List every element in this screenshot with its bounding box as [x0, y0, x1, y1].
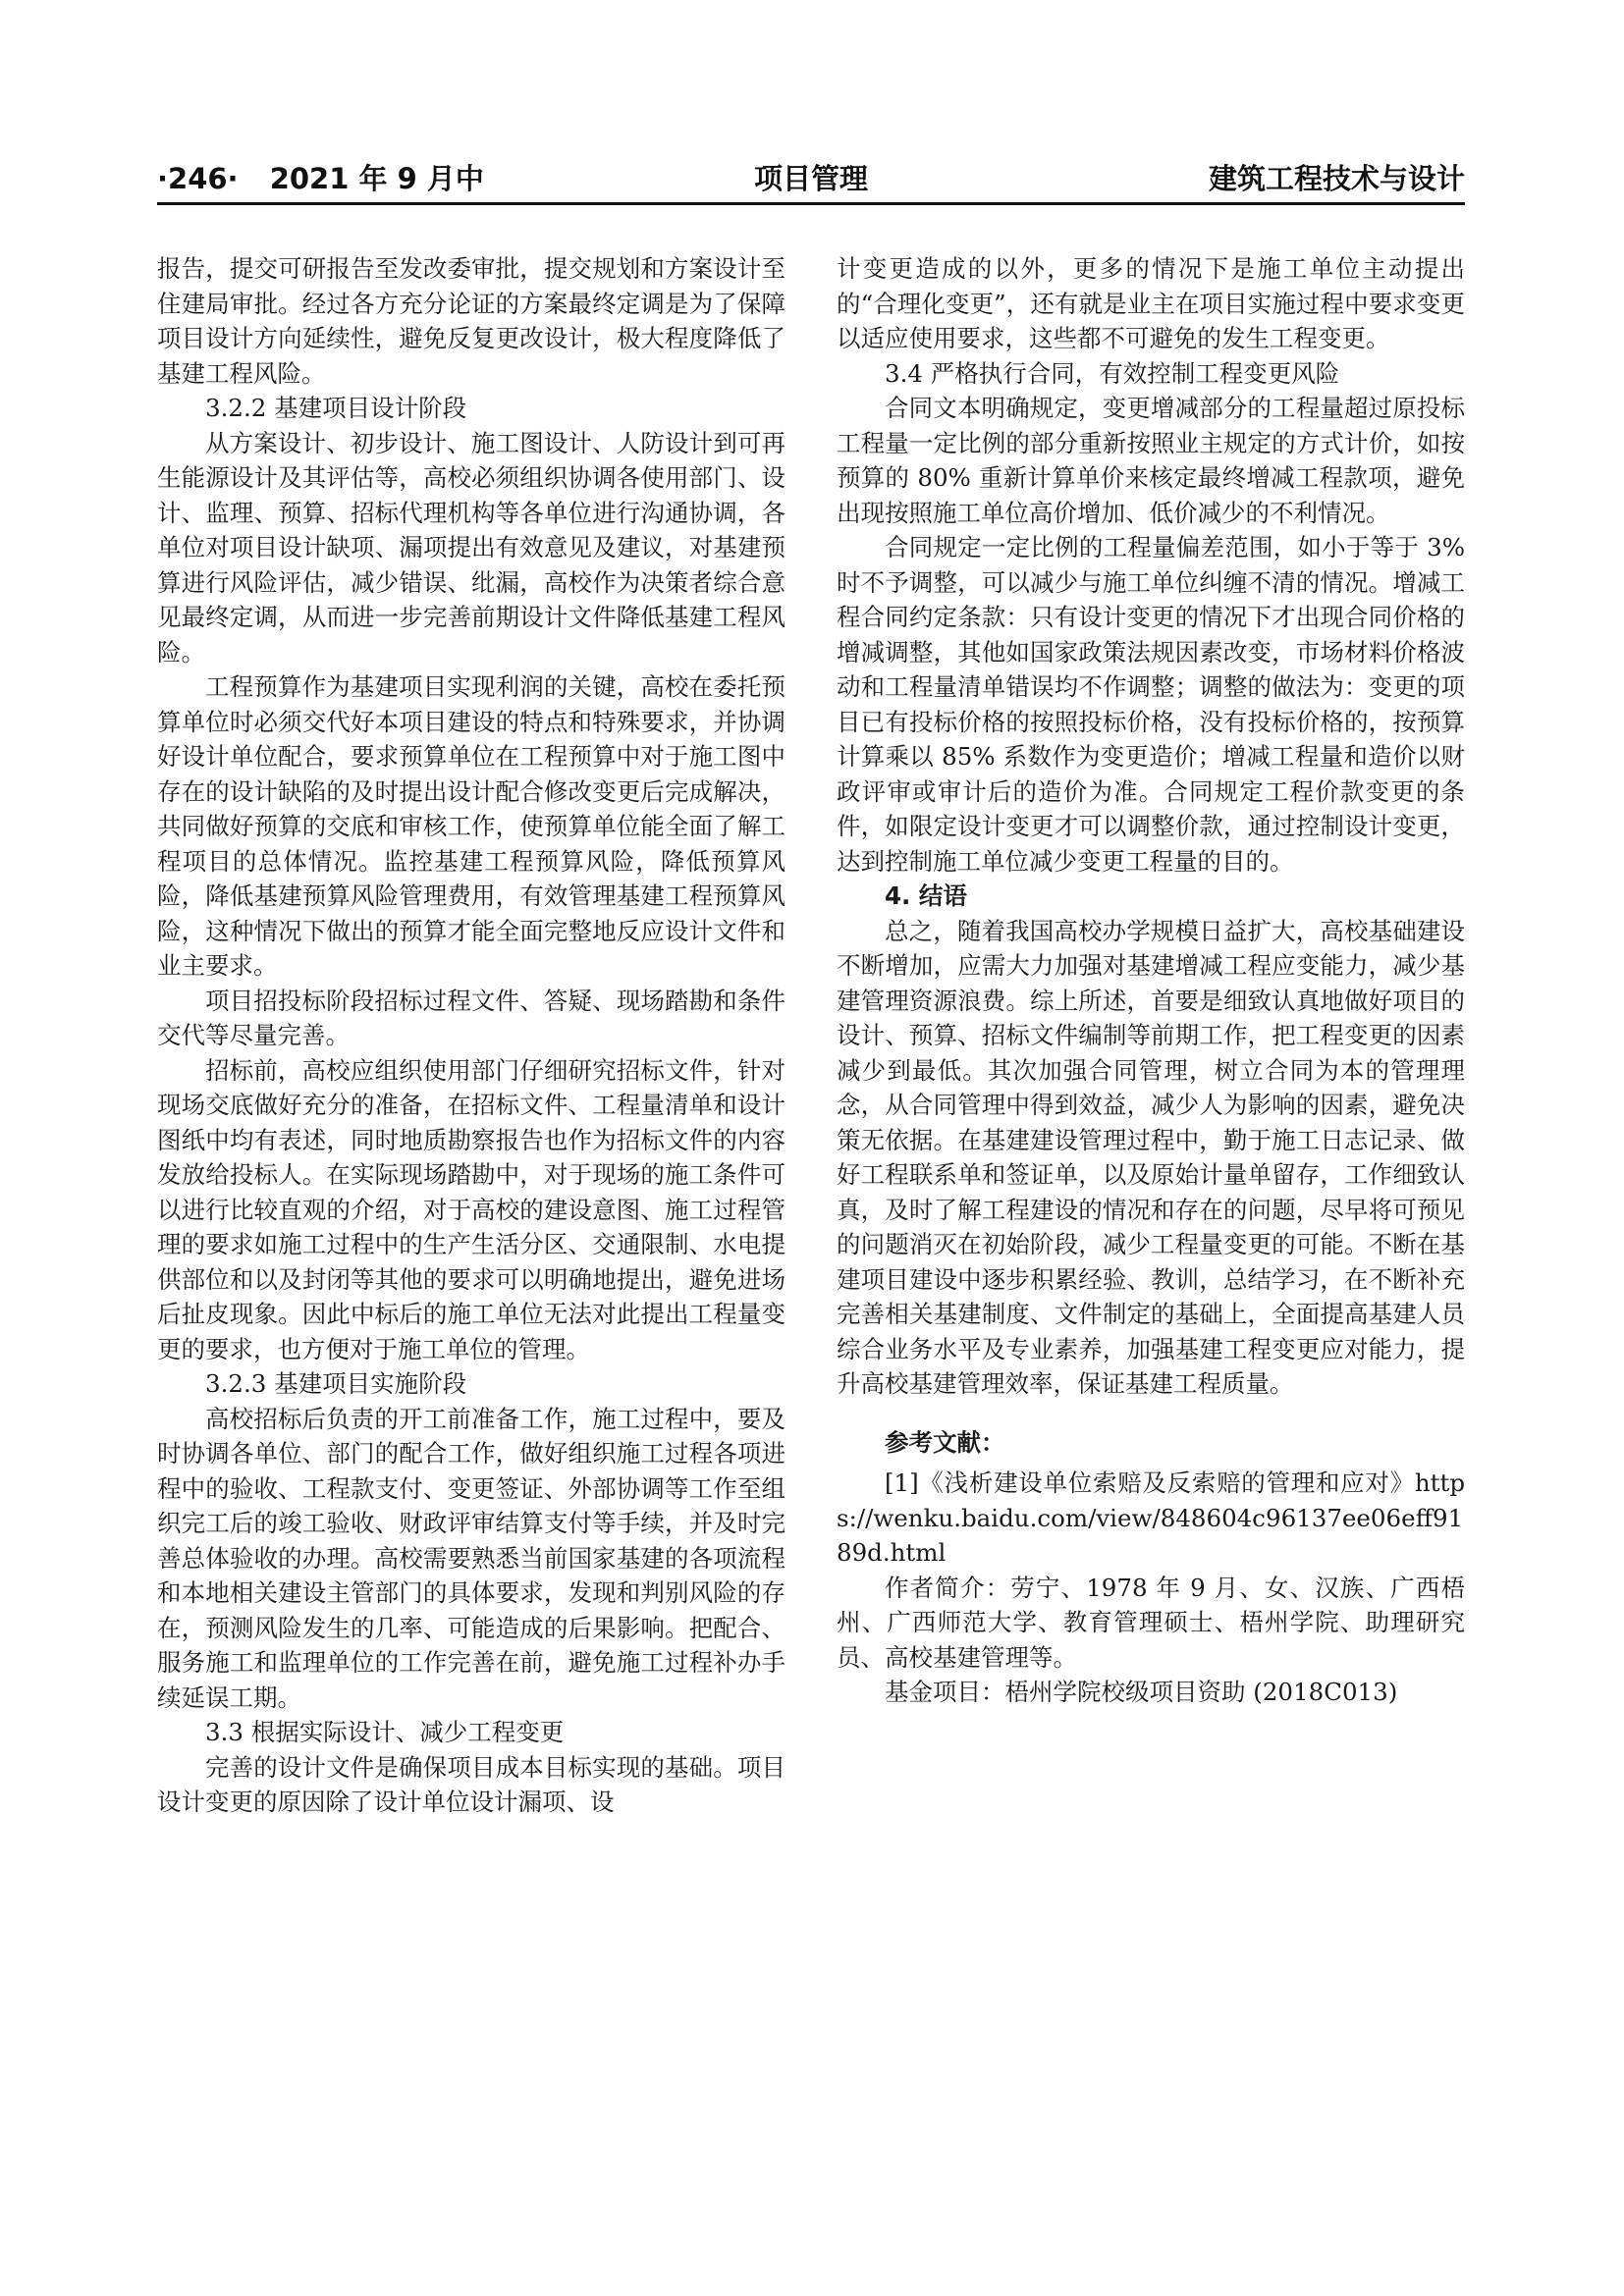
journal-name: 建筑工程技术与设计 [1208, 162, 1465, 195]
page-number: ·246· [157, 162, 239, 195]
paragraph: 合同规定一定比例的工程量偏差范围，如小于等于 3% 时不予调整，可以减少与施工单位纠缠不清的情况。增减工程合同约定条款：只有设计变更的情况下才出现合同价格的增减调整，其他如国家政策法规因素改变，市场材料价格波动和工程量清单错误均不作调整；调整的做法为：变更的项目已有投标价格的按照投标价格，没有投标价格的，按预算计算乘以 85% 系数作为变更造价；增减工程量和造价以财政评审或审计后的造价为准。合同规定工程价款变更的条件，如限定设计变更才可以调整价款，通过控制设计变更，达到控制施工单位减少变更工程量的目的。 [837, 533, 1465, 876]
section-heading: 3.2.2 基建项目设计阶段 [205, 394, 467, 422]
paragraph: 计变更造成的以外，更多的情况下是施工单位主动提出的“合理化变更”，还有就是业主在项目实施过程中要求变更以适应使用要求，这些都不可避免的发生工程变更。 [837, 254, 1465, 352]
right-column [837, 251, 1465, 1710]
paragraph: 报告，提交可研报告至发改委审批，提交规划和方案设计至住建局审批。经过各方充分论证的方案最终定调是为了保障项目设计方向延续性，避免反复更改设计，极大程度降低了基建工程风险。 [157, 254, 785, 388]
paragraph: 工程预算作为基建项目实现利润的关键，高校在委托预算单位时必须交代好本项目建设的特点和特殊要求，并协调好设计单位配合，要求预算单位在工程预算中对于施工图中存在的设计缺陷的及时提出设计配合修改变更后完成解决，共同做好预算的交底和审核工作，使预算单位能全面了解工程项目的总体情况。监控基建工程预算风险，降低预算风险，降低基建预算风险管理费用，有效管理基建工程预算风险，这种情况下做出的预算才能全面完整地反应设计文件和业主要求。 [157, 672, 785, 980]
fund-note: 基金项目：梧州学院校级项目资助 (2018C013) [885, 1678, 1398, 1706]
issue-date: 2021 年 9 月中 [269, 162, 484, 195]
paragraph: 招标前，高校应组织使用部门仔细研究招标文件，针对现场交底做好充分的准备，在招标文件、工程量清单和设计图纸中均有表述，同时地质勘察报告也作为招标文件的内容发放给投标人。在实际现场踏勘中，对于现场的施工条件可以进行比较直观的介绍，对于高校的建设意图、施工过程管理的要求如施工过程中的生产生活分区、交通限制、水电提供部位和以及封闭等其他的要求可以明确地提出，避免进场后扯皮现象。因此中标后的施工单位无法对此提出工程量变更的要求，也方便对于施工单位的管理。 [157, 1055, 785, 1363]
section-title: 项目管理 [753, 162, 868, 195]
section-heading: 3.3 根据实际设计、减少工程变更 [205, 1718, 565, 1746]
reference-list [837, 1466, 1465, 1571]
paragraph: 项目招投标阶段招标过程文件、答疑、现场踏勘和条件交代等尽量完善。 [157, 986, 785, 1049]
section-heading: 3.2.3 基建项目实施阶段 [205, 1369, 467, 1398]
header-rule [157, 202, 1465, 205]
right-column-body [837, 251, 1465, 1402]
paragraph: 总之，随着我国高校办学规模日益扩大，高校基础建设不断增加，应需大力加强对基建增减工程应变能力，减少基建管理资源浪费。综上所述，首要是细致认真地做好项目的设计、预算、招标文件编制等前期工作，把工程变更的因素减少到最低。其次加强合同管理，树立合同为本的管理理念，从合同管理中得到效益，减少人为影响的因素，避免决策无依据。在基建建设管理过程中，勤于施工日志记录、做好工程联系单和签证单，以及原始计量单留存，工作细致认真，及时了解工程建设的情况和存在的问题，尽早将可预见的问题消灭在初始阶段，减少工程量变更的可能。不断在基建项目建设中逐步积累经验、教训，总结学习，在不断补充完善相关基建制度、文件制定的基础上，全面提高基建人员综合业务水平及专业素养，加强基建工程变更应对能力，提升高校基建管理效率，保证基建工程质量。 [837, 916, 1465, 1398]
section-heading: 3.4 严格执行合同，有效控制工程变更风险 [885, 358, 1340, 388]
running-header [157, 153, 1465, 198]
paragraph: 完善的设计文件是确保项目成本目标实现的基础。项目设计变更的原因除了设计单位设计漏项、设 [157, 1752, 785, 1816]
author-note: 作者简介：劳宁、1978 年 9 月、女、汉族、广西梧州、广西师范大学、教育管理硕士、梧州学院、助理研究员、高校基建管理等。 [837, 1573, 1465, 1672]
references-title: 参考文献： [885, 1427, 1005, 1457]
paragraph: 高校招标后负责的开工前准备工作，施工过程中，要及时协调各单位、部门的配合工作，做好组织施工过程各项进程中的验收、工程款支付、变更签证、外部协调等工作至组织完工后的竣工验收、财政评审结算支付等手续，并及时完善总体验收的办理。高校需要熟悉当前国家基建的各项流程和本地相关建设主管部门的具体要求，发现和判别风险的存在，预测风险发生的几率、可能造成的后果影响。把配合、服务施工和监理单位的工作完善在前，避免施工过程补办手续延误工期。 [157, 1404, 785, 1712]
section-heading: 4. 结语 [885, 881, 967, 910]
left-column [157, 251, 785, 1820]
paragraph: 合同文本明确规定，变更增减部分的工程量超过原投标工程量一定比例的部分重新按照业主规定的方式计价，如按预算的 80% 重新计算单价来核定最终增减工程款项，避免出现按照施工单位高价增加、低价减少的不利情况。 [837, 394, 1465, 527]
reference-item: [1]《浅析建设单位索赔及反索赔的管理和应对》https://wenku.baidu.com/view/848604c96137ee06eff9189d.html [837, 1468, 1465, 1567]
paragraph: 从方案设计、初步设计、施工图设计、人防设计到可再生能源设计及其评估等，高校必须组织协调各使用部门、设计、监理、预算、招标代理机构等各单位进行沟通协调，各单位对项目设计缺项、漏项提出有效意见及建议，对基建预算进行风险评估，减少错误、纰漏，高校作为决策者综合意见最终定调，从而进一步完善前期设计文件降低基建工程风险。 [157, 428, 785, 667]
